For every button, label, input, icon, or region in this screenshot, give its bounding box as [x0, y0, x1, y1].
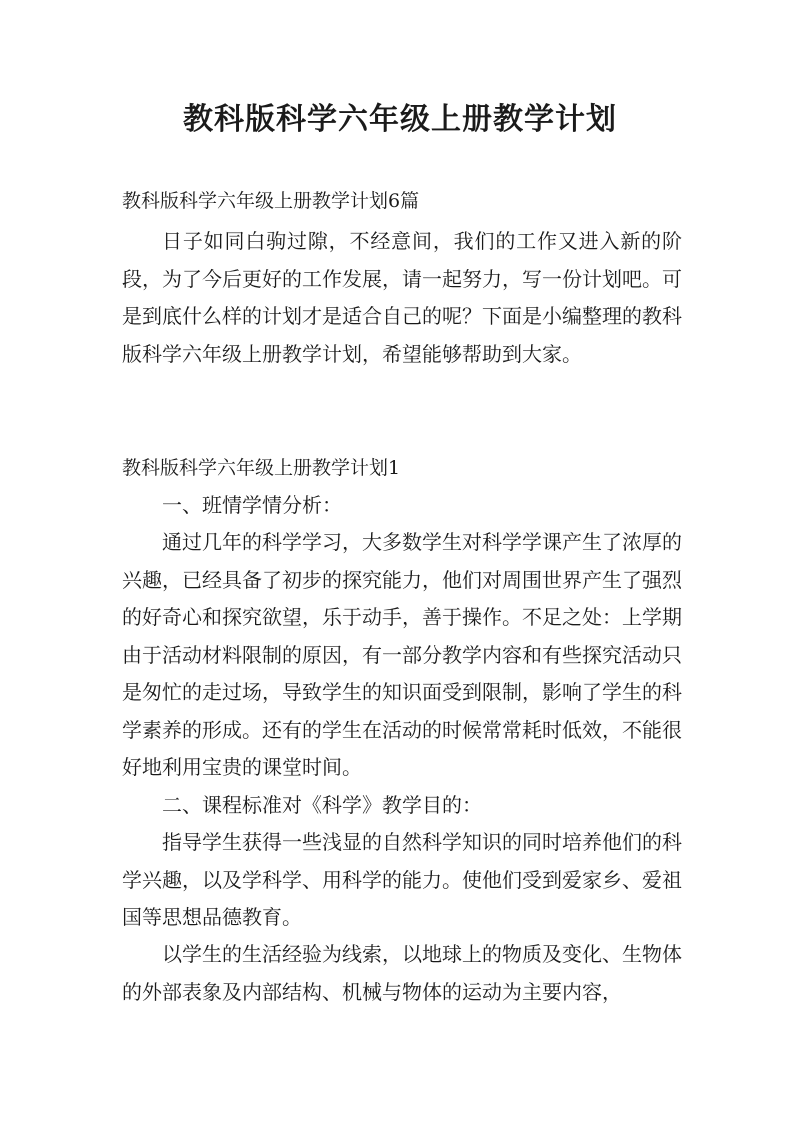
- part2-heading: 二、课程标准对《科学》教学目的：: [162, 793, 482, 817]
- part2-paragraph-2: 以学生的生活经验为线索，以地球上的物质及变化、生物体的外部表象及内部结构、机械与物体的运动为主要内容，: [122, 942, 682, 1004]
- part2-paragraph-1: 指导学生获得一些浅显的自然科学知识的同时培养他们的科学兴趣，以及学科学、用科学的能力。使他们受到爱家乡、爱祖国等思想品德教育。: [122, 830, 682, 929]
- section-title: 教科版科学六年级上册教学计划1: [122, 457, 401, 479]
- document-title: 教科版科学六年级上册教学计划: [183, 102, 617, 137]
- intro-paragraph: 日子如同白驹过隙，不经意间，我们的工作又进入新的阶段，为了今后更好的工作发展，请一起努力，写一份计划吧。可是到底什么样的计划才是适合自己的呢？下面是小编整理的教科版科学六年级上册教学计划，希望能够帮助到大家。: [122, 229, 682, 366]
- document-subtitle: 教科版科学六年级上册教学计划6篇: [122, 190, 420, 212]
- part1-heading: 一、班情学情分析：: [162, 493, 342, 517]
- part1-paragraph: 通过几年的科学学习，大多数学生对科学学课产生了浓厚的兴趣，已经具备了初步的探究能力，他们对周围世界产生了强烈的好奇心和探究欲望，乐于动手，善于操作。不足之处：上学期由于活动材料限制的原因，有一部分教学内容和有些探究活动只是匆忙的走过场，导致学生的知识面受到限制，影响了学生的科学素养的形成。还有的学生在活动的时候常常耗时低效，不能很好地利用宝贵的课堂时间。: [122, 530, 682, 779]
